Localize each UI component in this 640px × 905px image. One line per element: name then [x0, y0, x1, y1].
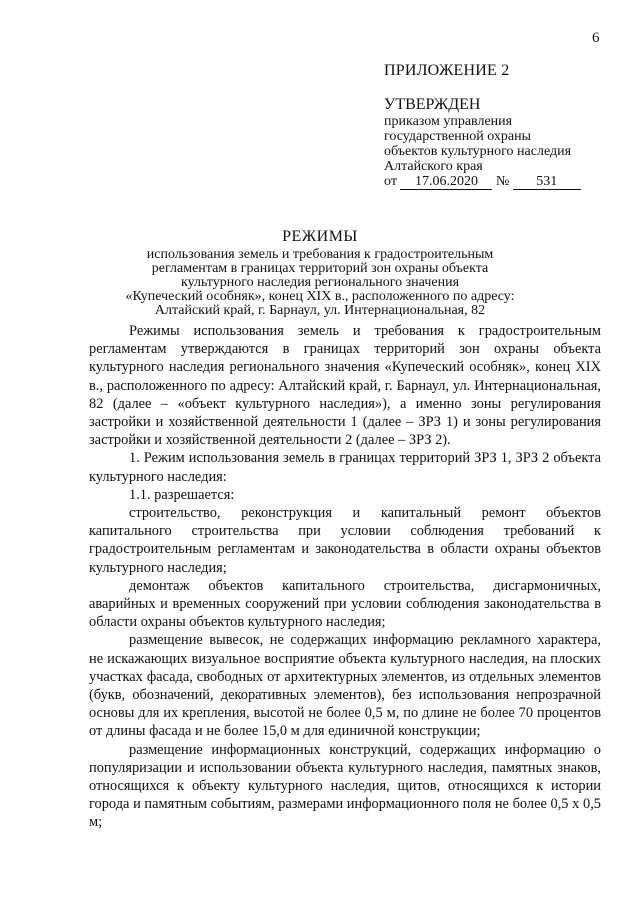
approval-block	[384, 96, 614, 190]
list-item: демонтаж объектов капитального строительства, дисгармоничных, аварийных и временных сооружений при условии соблюдения законодательства в области охраны объектов культурного наследия;	[89, 577, 601, 631]
title-main: РЕЖИМЫ	[282, 228, 358, 245]
list-item: размещение вывесок, не содержащих информацию рекламного характера, не искажающих визуальное восприятие объекта культурного наследия, на плоских участках фасада, свободных от архитектурных элементов, из отдельных элементов (букв, обозначений, декоративных элементов), без использования непрозрачной основы для их крепления, высотой не более 0,5 м, по длине не более 70 процентов от длины фасада и не более 15,0 м для единичной конструкции;	[89, 632, 601, 740]
document-title	[90, 228, 550, 318]
list-item: строительство, реконструкция и капитальный ремонт объектов капитального строительства при условии соблюдения требований к градостроительным регламентам и законодательства в области охраны объектов культурного наследия;	[89, 505, 601, 576]
approval-number: 531	[513, 174, 581, 190]
number-label: №	[495, 174, 510, 189]
title-line: Алтайский край, г. Барнаул, ул. Интернациональная, 82	[154, 303, 486, 318]
approval-line: государственной охраны	[384, 129, 532, 144]
appendix-label: ПРИЛОЖЕНИЕ 2	[384, 62, 510, 79]
title-line: регламентам в границах территорий зон охраны объекта	[151, 261, 489, 276]
approval-date-line	[384, 174, 614, 190]
approval-line: Алтайского края	[384, 159, 483, 174]
approval-line: объектов культурного наследия	[384, 144, 572, 159]
title-line: культурного наследия регионального значения	[180, 275, 460, 290]
approval-heading: УТВЕРЖДЕН	[384, 96, 481, 113]
subsection-heading: 1.1. разрешается:	[129, 486, 235, 503]
title-line: использования земель и требования к градостроительным	[146, 247, 494, 262]
title-line: «Купеческий особняк», конец XIX в., расположенного по адресу:	[125, 289, 515, 304]
list-item: размещение информационных конструкций, содержащих информацию о популяризации и использовании объекта культурного наследия, памятных знаков, относящихся к объекту культурного наследия, щитов, относящихся к истории города и памятным событиям, размерами информационного поля не более 0,5 х 0,5 м;	[89, 741, 601, 831]
body-paragraph: Режимы использования земель и требования к градостроительным регламентам утверждаются в границах территорий зон охраны объекта культурного наследия регионального значения «Купеческий особняк», конец XIX в., расположенного по адресу: Алтайский край, г. Барнаул, ул. Интернациональная, 82 (далее – «объект культурного наследия»), а именно зоны регулирования застройки и хозяйственной деятельности 1 (далее – ЗРЗ 1) и зоны регулирования застройки и хозяйственной деятельности 2 (далее – ЗРЗ 2).	[89, 323, 601, 449]
approval-line: приказом управления	[384, 114, 513, 129]
page-number: 6	[592, 30, 600, 46]
approval-date: 17.06.2020	[400, 174, 492, 190]
document-body	[89, 322, 601, 832]
from-label: от	[384, 174, 397, 189]
section-heading: 1. Режим использования земель в границах территорий ЗРЗ 1, ЗРЗ 2 объекта культурного наследия:	[89, 450, 601, 485]
